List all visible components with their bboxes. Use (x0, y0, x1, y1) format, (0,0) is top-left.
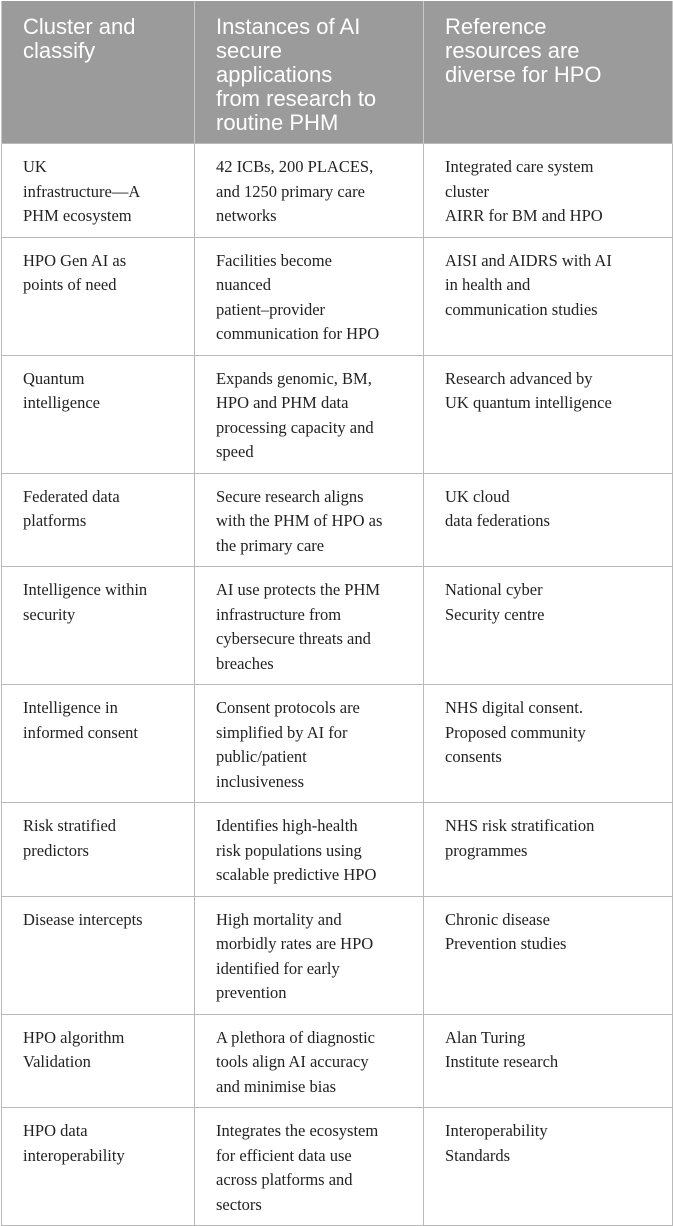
cell-cluster (2, 237, 195, 355)
cell-line: predictors (23, 840, 89, 860)
cell-line: Federated data (23, 486, 120, 506)
cell-line: Research advanced by (445, 368, 593, 388)
cell-resources (424, 803, 673, 897)
cell-line: Facilities become (216, 250, 332, 270)
cell-line: Risk stratified (23, 816, 117, 835)
cell-line: tools align AI accuracy (216, 1052, 369, 1071)
cell-instances (195, 144, 424, 238)
header-cluster (2, 1, 195, 144)
cell-line: Integrated care system (445, 157, 594, 176)
cell-line: the primary care (216, 535, 325, 555)
cell-line: scalable predictive HPO (216, 865, 377, 884)
cell-line: Interoperability (445, 1121, 548, 1140)
cell-line: simplified by AI for (216, 722, 348, 742)
cell-line: A plethora of diagnostic (216, 1027, 376, 1047)
cell-line: cluster (445, 181, 489, 201)
cell-line: morbidly rates are HPO (216, 934, 374, 953)
cell-line: HPO Gen AI as (23, 250, 127, 270)
cell-resources (424, 473, 673, 567)
cell-instances (195, 567, 424, 685)
cell-cluster (2, 1108, 195, 1226)
cell-line: risk populations using (216, 840, 362, 860)
cell-line: Reference (445, 14, 547, 39)
cell-cluster (2, 355, 195, 473)
cell-instances (195, 896, 424, 1014)
cell-line: speed (216, 442, 254, 461)
cell-line: High mortality and (216, 909, 342, 929)
cell-line: UK (23, 157, 47, 176)
cell-line: sectors (216, 1194, 262, 1214)
cell-line: Validation (23, 1052, 91, 1071)
cell-line: prevention (216, 983, 287, 1002)
table-row (2, 473, 673, 567)
cell-line: in health and (445, 275, 531, 294)
cell-line: Quantum (23, 368, 85, 388)
cell-line: with the PHM of HPO as (216, 511, 383, 530)
cell-instances (195, 237, 424, 355)
cell-line: data federations (445, 511, 550, 530)
cell-resources (424, 685, 673, 803)
cell-line: National cyber (445, 580, 543, 599)
cell-resources (424, 1014, 673, 1108)
cell-line: cybersecure threats and (216, 629, 371, 648)
cell-line: points of need (23, 275, 117, 294)
cell-line: Alan Turing (445, 1027, 526, 1047)
cell-line: HPO algorithm (23, 1027, 125, 1047)
table-row (2, 144, 673, 238)
cell-line: informed consent (23, 722, 139, 742)
cell-line: diverse for HPO (445, 62, 602, 87)
cell-cluster (2, 1014, 195, 1108)
cell-line: communication for HPO (216, 324, 380, 343)
cell-line: patient–provider (216, 299, 326, 319)
cell-line: interoperability (23, 1145, 125, 1165)
cell-line: Secure research aligns (216, 486, 364, 506)
cell-line: HPO data (23, 1121, 88, 1140)
cell-line: across platforms and (216, 1170, 353, 1189)
cell-line: Consent protocols are (216, 698, 360, 717)
table-row (2, 1108, 673, 1226)
cell-instances (195, 355, 424, 473)
cell-line: nuanced (216, 275, 271, 294)
cell-line: consents (445, 747, 502, 766)
cell-line: NHS risk stratification (445, 816, 595, 835)
cell-instances (195, 1108, 424, 1226)
cell-line: routine PHM (216, 110, 339, 135)
cell-line: 42 ICBs, 200 PLACES, (216, 157, 374, 176)
cell-cluster (2, 685, 195, 803)
cell-cluster (2, 473, 195, 567)
cell-resources (424, 567, 673, 685)
data-table (1, 1, 673, 1226)
cell-line: Chronic disease (445, 909, 550, 929)
cell-line: AI use protects the PHM (216, 580, 381, 599)
cell-resources (424, 1108, 673, 1226)
cell-line: infrastructure—A (23, 181, 141, 201)
cell-line: Proposed community (445, 722, 586, 742)
header-row (2, 1, 673, 144)
cell-resources (424, 896, 673, 1014)
cell-line: programmes (445, 840, 528, 860)
table-row (2, 685, 673, 803)
cell-cluster (2, 803, 195, 897)
cell-line: Intelligence within (23, 580, 148, 599)
cell-line: HPO and PHM data (216, 393, 349, 412)
cell-instances (195, 473, 424, 567)
cell-line: resources are (445, 38, 580, 63)
cell-line: from research to (216, 86, 377, 111)
cell-line: NHS digital consent. (445, 698, 583, 717)
cell-line: breaches (216, 653, 274, 673)
cell-cluster (2, 567, 195, 685)
cell-line: Integrates the ecosystem (216, 1121, 379, 1140)
cell-line: UK quantum intelligence (445, 393, 612, 412)
cell-line: for efficient data use (216, 1145, 352, 1165)
cell-line: public/patient (216, 747, 307, 766)
cell-instances (195, 803, 424, 897)
cell-line: identified for early (216, 958, 340, 978)
cell-line: and 1250 primary care (216, 181, 365, 201)
cell-line: intelligence (23, 393, 100, 412)
cell-line: Intelligence in (23, 698, 118, 717)
cell-line: platforms (23, 511, 87, 530)
cell-line: applications (216, 62, 333, 87)
cell-line: AIRR for BM and HPO (445, 206, 603, 225)
cell-resources (424, 237, 673, 355)
cell-line: AISI and AIDRS with AI (445, 250, 612, 270)
cell-line: Security centre (445, 604, 545, 624)
cell-line: UK cloud (445, 486, 510, 506)
table-row (2, 237, 673, 355)
cell-line: communication studies (445, 299, 598, 319)
cell-line: secure (216, 38, 283, 63)
cell-cluster (2, 896, 195, 1014)
cell-resources (424, 355, 673, 473)
cell-line: Cluster and (23, 14, 136, 39)
cell-instances (195, 685, 424, 803)
cell-line: infrastructure from (216, 604, 342, 624)
table-row (2, 1014, 673, 1108)
cell-resources (424, 144, 673, 238)
cell-line: inclusiveness (216, 771, 304, 791)
cell-line: Prevention studies (445, 934, 567, 953)
cell-line: PHM ecosystem (23, 206, 132, 225)
cell-line: Instances of AI (216, 14, 361, 39)
cell-line: Identifies high-health (216, 816, 358, 835)
table-row (2, 803, 673, 897)
cell-line: security (23, 604, 76, 624)
table-row (2, 355, 673, 473)
cell-line: networks (216, 206, 277, 225)
cell-line: classify (23, 38, 96, 63)
cell-cluster (2, 144, 195, 238)
cell-line: Institute research (445, 1052, 559, 1071)
header-resources (424, 1, 673, 144)
table-row (2, 896, 673, 1014)
cell-instances (195, 1014, 424, 1108)
cell-line: and minimise bias (216, 1076, 337, 1096)
header-instances (195, 1, 424, 144)
cell-line: Standards (445, 1145, 511, 1165)
cell-line: processing capacity and (216, 417, 374, 437)
table-row (2, 567, 673, 685)
cell-line: Expands genomic, BM, (216, 368, 372, 388)
cell-line: Disease intercepts (23, 909, 143, 929)
